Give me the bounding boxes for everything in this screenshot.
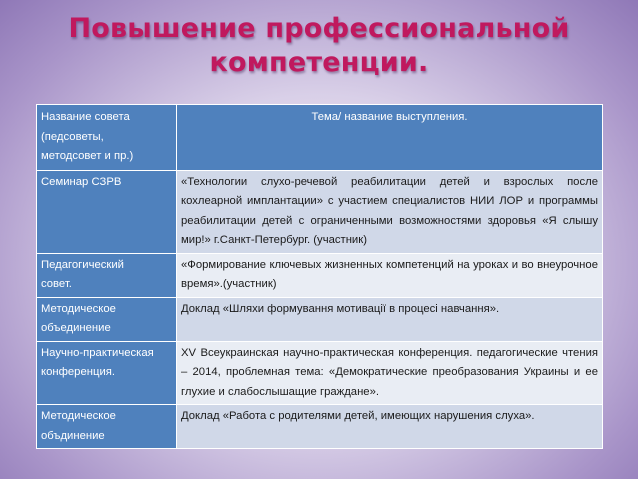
- council-name-line: Семинар СЗРВ: [41, 175, 122, 188]
- header-topic: Тема/ название выступления.: [177, 105, 603, 171]
- council-name-line: объдинение: [41, 429, 105, 442]
- row-council-name: [37, 405, 177, 449]
- header-council-line: методсовет и пр.): [41, 150, 134, 162]
- row-topic: Доклад «Работа с родителями детей, имеющих нарушения слуха».: [177, 405, 603, 449]
- table-row: [37, 341, 603, 405]
- row-council-name: [37, 297, 177, 341]
- row-topic: Доклад «Шляхи формування мотивації в процесі навчання».: [177, 297, 603, 341]
- row-council-name: [37, 253, 177, 297]
- row-topic: XV Всеукраинская научно-практическая конференция. педагогические чтения – 2014, проблемная тема: «Демократические преобразования Украины и ее глухие и слабослышащие граждане».: [177, 341, 603, 405]
- council-name-line: Методическое: [41, 302, 116, 315]
- header-council-line: (педсоветы,: [41, 130, 104, 143]
- council-name-line: совет.: [41, 278, 72, 290]
- table-row: [37, 405, 603, 449]
- row-topic: «Формирование ключевых жизненных компетенций на уроках и во внеурочное время».(участник): [177, 253, 603, 297]
- slide-title: [0, 12, 638, 80]
- council-name-line: Педагогический: [41, 258, 124, 271]
- row-council-name: [37, 341, 177, 405]
- header-council-name: [37, 105, 177, 171]
- slide-title-line-2: компетенции.: [209, 47, 429, 78]
- council-name-line: объединение: [41, 322, 111, 334]
- table-row: [37, 297, 603, 341]
- row-council-name: [37, 170, 177, 253]
- table-row: [37, 170, 603, 253]
- table-row: [37, 253, 603, 297]
- council-name-line: Научно-практическая: [41, 346, 154, 359]
- council-name-line: Методическое: [41, 410, 116, 422]
- row-topic: «Технологии слухо-речевой реабилитации детей и взрослых после кохлеарной имплантации» с участием специалистов НИИ ЛОР и программы реабилитации детей с ограниченными возможностями здоровья «Я слышу мир!» г.Санкт-Петербург. (участник): [177, 170, 603, 253]
- table-header-row: [37, 105, 603, 171]
- competence-table: [36, 104, 603, 449]
- header-council-line: Название совета: [41, 111, 130, 123]
- council-name-line: конференция.: [41, 366, 116, 378]
- slide-title-line-1: Повышение профессиональной: [68, 13, 570, 44]
